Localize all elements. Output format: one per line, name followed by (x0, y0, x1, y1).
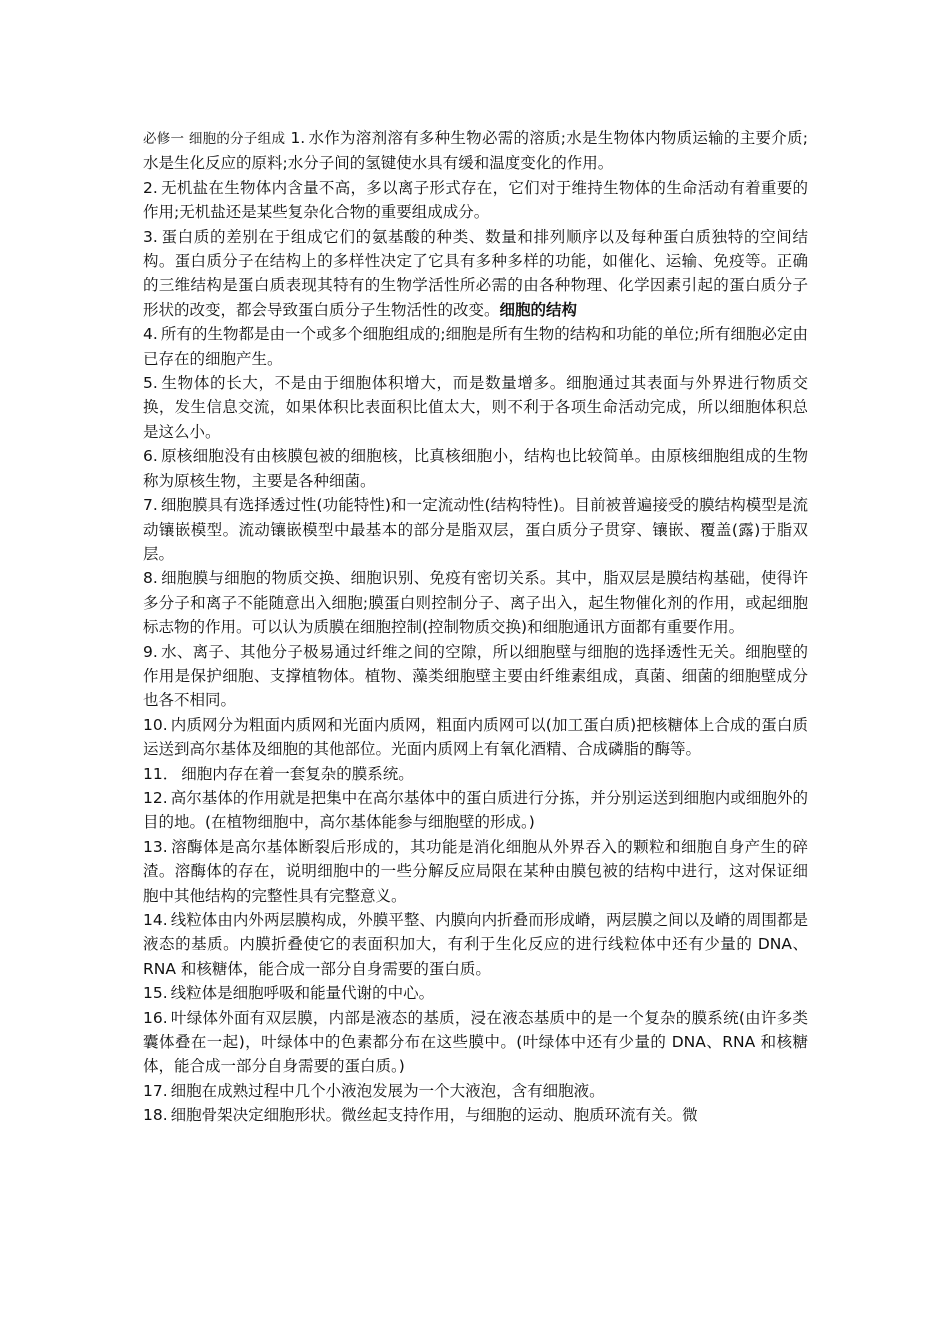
paragraph-number: 6. (143, 447, 158, 466)
paragraph-17 (143, 1079, 808, 1103)
paragraph-text: 水作为溶剂溶有多种生物必需的溶质;水是生物体内物质运输的主要介质;水是生化反应的原料;水分子间的氢键使水具有缓和温度变化的作用。 (143, 129, 808, 173)
paragraph-text: 线粒体是细胞呼吸和能量代谢的中心。 (170, 984, 435, 1003)
paragraph-8 (143, 566, 808, 639)
paragraph-text: 蛋白质的差别在于组成它们的氨基酸的种类、数量和排列顺序以及每种蛋白质独特的空间结构。蛋白质分子在结构上的多样性决定了它具有多种多样的功能，如催化、运输、免疫等。正确的三维结构是蛋白质表现其特有的生物学活性所必需的由各种物理、化学因素引起的蛋白质分子形状的改变，都会导致蛋白质分子生物活性的改变。 (143, 227, 808, 319)
document-body (143, 126, 808, 1128)
paragraph-text: 叶绿体外面有双层膜，内部是液态的基质，浸在液态基质中的是一个复杂的膜系统(由许多类囊体叠在一起)，叶绿体中的色素都分布在这些膜中。(叶绿体中还有少量的 DNA、RNA 和核糖体，能合成一部分自身需要的蛋白质。) (143, 1008, 808, 1076)
paragraph-10 (143, 713, 808, 762)
paragraph-text: 细胞膜与细胞的物质交换、细胞识别、免疫有密切关系。其中，脂双层是膜结构基础，使得许多分子和离子不能随意出入细胞;膜蛋白则控制分子、离子出入，起生物催化剂的作用，或起细胞标志物的作用。可以认为质膜在细胞控制(控制物质交换)和细胞通讯方面都有重要作用。 (143, 569, 808, 637)
paragraph-16 (143, 1006, 808, 1079)
paragraph-14 (143, 908, 808, 981)
paragraph-18 (143, 1103, 808, 1127)
paragraph-number: 1. (290, 129, 306, 147)
paragraph-text: 溶酶体是高尔基体断裂后形成的，其功能是消化细胞从外界吞入的颗粒和细胞自身产生的碎渣。溶酶体的存在，说明细胞中的一些分解反应局限在某种由膜包被的结构中进行，这对保证细胞中其他结构的完整性具有完整意义。 (143, 837, 808, 905)
paragraph-text: 线粒体由内外两层膜构成，外膜平整、内膜向内折叠而形成嵴，两层膜之间以及嵴的周围都是液态的基质。内膜折叠使它的表面积加大，有利于生化反应的进行线粒体中还有少量的 DNA、RNA 和核糖体，能合成一部分自身需要的蛋白质。 (143, 911, 808, 978)
paragraph-4 (143, 322, 808, 371)
paragraph-7 (143, 493, 808, 566)
paragraph-text: 细胞在成熟过程中几个小液泡发展为一个大液泡，含有细胞液。 (170, 1081, 605, 1100)
paragraph-1 (143, 126, 808, 176)
section-heading: 细胞的结构 (499, 300, 578, 319)
paragraph-number: 18. (143, 1106, 168, 1125)
paragraph-text: 无机盐在生物体内含量不高，多以离子形式存在，它们对于维持生物体的生命活动有着重要的作用;无机盐还是某些复杂化合物的重要组成成分。 (143, 178, 808, 222)
paragraph-number: 4. (143, 325, 158, 344)
paragraph-11 (143, 762, 808, 786)
paragraph-number: 17. (143, 1081, 168, 1100)
paragraph-13 (143, 835, 808, 908)
paragraph-text: 生物体的长大，不是由于细胞体积增大，而是数量增多。细胞通过其表面与外界进行物质交换，发生信息交流，如果体积比表面积比值太大，则不利于各项生命活动完成，所以细胞体积总是这么小。 (143, 374, 808, 441)
paragraph-text: 内质网分为粗面内质网和光面内质网，粗面内质网可以(加工蛋白质)把核糖体上合成的蛋白质运送到高尔基体及细胞的其他部位。光面内质网上有氧化酒精、合成磷脂的酶等。 (143, 715, 808, 759)
paragraph-9 (143, 640, 808, 713)
paragraph-number: 7. (143, 496, 158, 515)
paragraph-number: 8. (143, 569, 158, 588)
paragraph-number: 13. (143, 837, 168, 856)
paragraph-text: 细胞骨架决定细胞形状。微丝起支持作用，与细胞的运动、胞质环流有关。微 (170, 1106, 698, 1125)
paragraph-number: 5. (143, 374, 158, 393)
paragraph-text: 细胞内存在着一套复杂的膜系统。 (181, 764, 414, 783)
paragraph-2 (143, 176, 808, 225)
paragraph-number: 14. (143, 911, 168, 929)
paragraph-text: 高尔基体的作用就是把集中在高尔基体中的蛋白质进行分拣，并分别运送到细胞内或细胞外的目的地。(在植物细胞中，高尔基体能参与细胞壁的形成。) (143, 788, 808, 832)
paragraph-12 (143, 786, 808, 835)
paragraph-6 (143, 444, 808, 493)
paragraph-15 (143, 981, 808, 1005)
paragraph-text: 所有的生物都是由一个或多个细胞组成的;细胞是所有生物的结构和功能的单位;所有细胞必定由已存在的细胞产生。 (143, 325, 808, 368)
paragraph-3 (143, 225, 808, 323)
paragraph-text: 原核细胞没有由核膜包被的细胞核，比真核细胞小，结构也比较简单。由原核细胞组成的生物称为原核生物，主要是各种细菌。 (143, 447, 808, 490)
paragraph-number: 10. (143, 715, 168, 734)
paragraph-text: 细胞膜具有选择透过性(功能特性)和一定流动性(结构特性)。目前被普遍接受的膜结构模型是流动镶嵌模型。流动镶嵌模型中最基本的部分是脂双层，蛋白质分子贯穿、镶嵌、覆盖(露)于脂双层。 (143, 496, 808, 563)
paragraph-number: 16. (143, 1008, 168, 1027)
paragraph-text: 水、离子、其他分子极易通过纤维之间的空隙，所以细胞壁与细胞的选择透性无关。细胞壁的作用是保护细胞、支撑植物体。植物、藻类细胞壁主要由纤维素组成，真菌、细菌的细胞壁成分也各不相同。 (143, 642, 808, 710)
paragraph-number: 3. (143, 227, 158, 246)
intro-label: 必修一 细胞的分子组成 (143, 131, 286, 147)
paragraph-number: 2. (143, 178, 158, 197)
paragraph-number: 15. (143, 984, 168, 1003)
paragraph-number: 12. (143, 788, 168, 807)
paragraph-number: 11． (143, 764, 179, 783)
paragraph-5 (143, 371, 808, 444)
paragraph-number: 9. (143, 642, 158, 661)
